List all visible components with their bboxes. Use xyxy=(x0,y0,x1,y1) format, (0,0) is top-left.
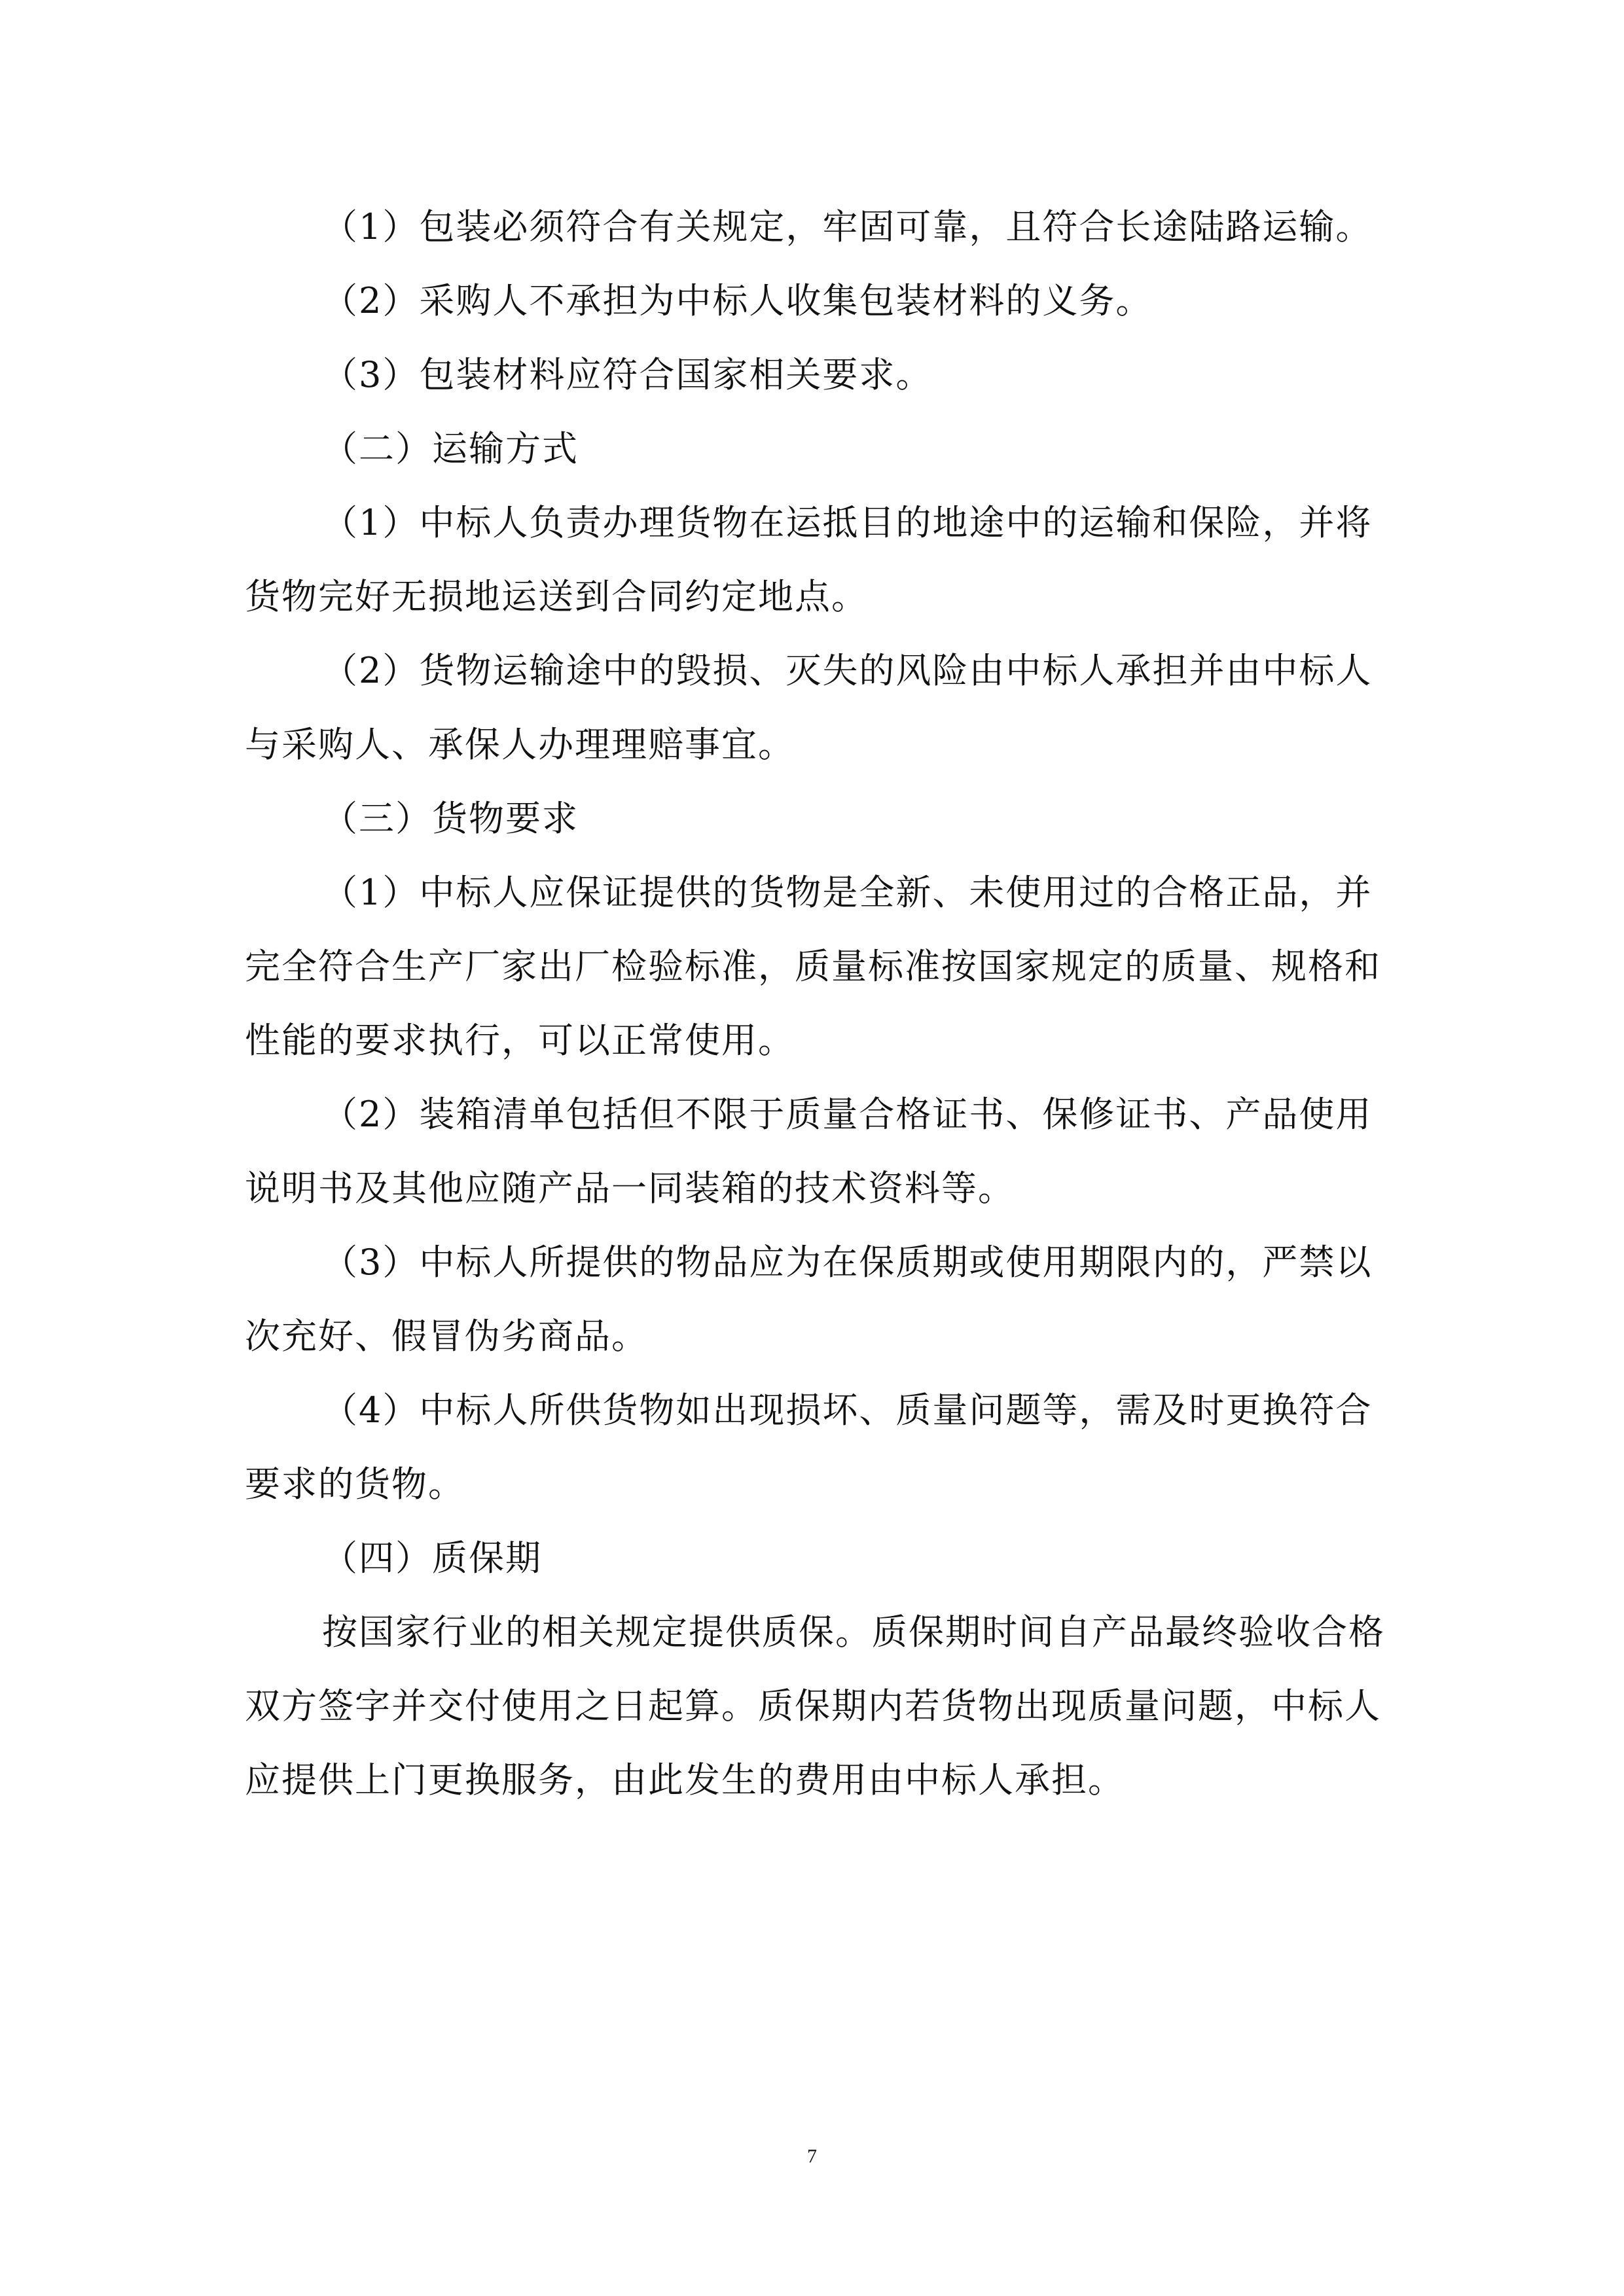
paragraph-goods-1: （1）中标人应保证提供的货物是全新、未使用过的合格正品，并完全符合生产厂家出厂检验标准，质量标准按国家规定的质量、规格和性能的要求执行，可以正常使用。 xyxy=(245,872,1381,1061)
paragraph-goods-3: （3）中标人所提供的物品应为在保质期或使用期限内的，严禁以次充好、假冒伪劣商品。 xyxy=(245,1242,1373,1357)
paragraph-packaging-1: （1）包装必须符合有关规定，牢固可靠，且符合长途陆路运输。 xyxy=(322,206,1373,247)
section-heading-transport: （二）运输方式 xyxy=(322,428,579,469)
paragraph-warranty: 按国家行业的相关规定提供质保。质保期时间自产品最终验收合格双方签字并交付使用之日起算。质保期内若货物出现质量问题，中标人应提供上门更换服务，由此发生的费用由中标人承担。 xyxy=(245,1611,1385,1801)
section-heading-goods: （三）货物要求 xyxy=(322,798,579,839)
section-heading-warranty: （四）质保期 xyxy=(322,1537,542,1579)
paragraph-goods-4: （4）中标人所供货物如出现损坏、质量问题等，需及时更换符合要求的货物。 xyxy=(245,1390,1373,1505)
paragraph-packaging-3: （3）包装材料应符合国家相关要求。 xyxy=(322,354,933,395)
page-number: 7 xyxy=(807,2145,817,2167)
paragraph-transport-2: （2）货物运输途中的毁损、灭失的风险由中标人承担并由中标人与采购人、承保人办理理赔事宜。 xyxy=(245,650,1373,765)
paragraph-packaging-2: （2）采购人不承担为中标人收集包装材料的义务。 xyxy=(322,280,1153,321)
document-body xyxy=(245,190,1389,1817)
paragraph-transport-1: （1）中标人负责办理货物在运抵目的地途中的运输和保险，并将货物完好无损地运送到合同约定地点。 xyxy=(245,502,1373,617)
paragraph-goods-2: （2）装箱清单包括但不限于质量合格证书、保修证书、产品使用说明书及其他应随产品一同装箱的技术资料等。 xyxy=(245,1094,1373,1209)
